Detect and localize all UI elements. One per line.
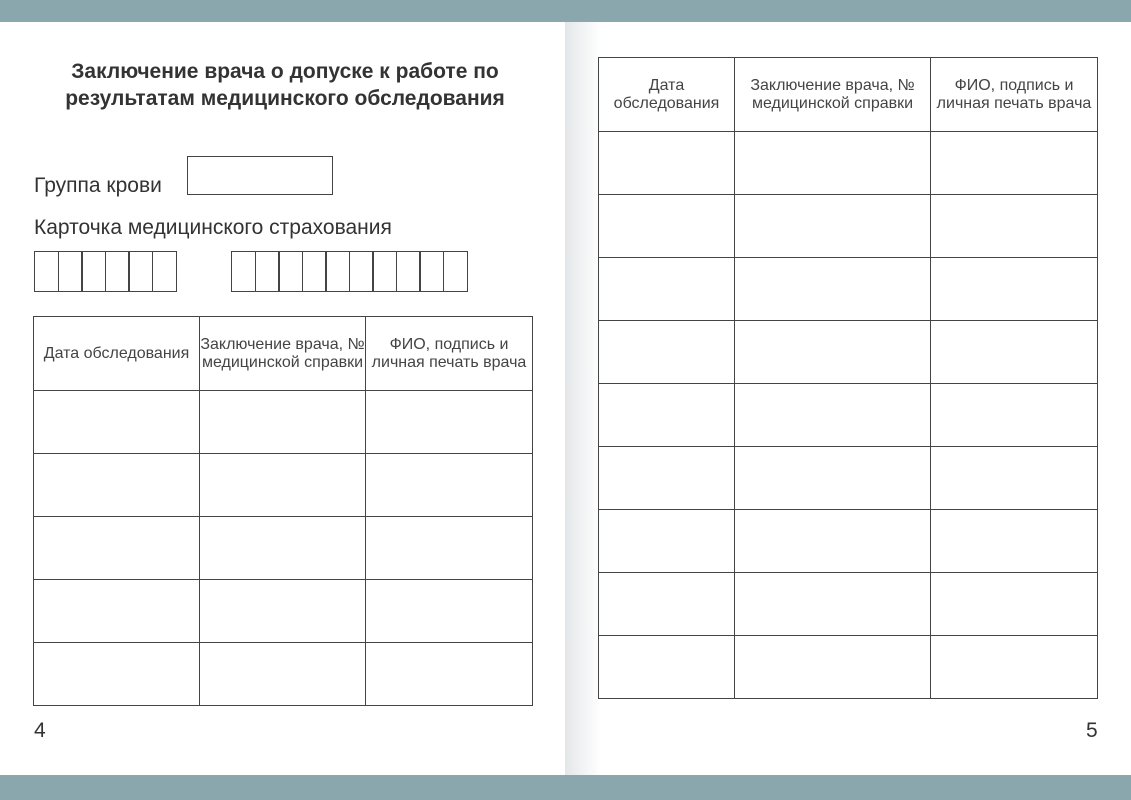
header-conclusion: Заключение врача, № медицинской справки: [200, 317, 366, 391]
header-doctor-signature: ФИО, подпись и личная печать врача: [931, 58, 1098, 132]
table-cell[interactable]: [599, 321, 735, 384]
table-cell[interactable]: [735, 447, 931, 510]
table-cell[interactable]: [931, 636, 1098, 699]
table-cell[interactable]: [735, 195, 931, 258]
table-cell[interactable]: [735, 510, 931, 573]
table-header-row: [34, 317, 533, 391]
table-cell[interactable]: [931, 132, 1098, 195]
table-cell[interactable]: [34, 454, 200, 517]
insurance-digit-cell[interactable]: [105, 251, 130, 292]
table-cell[interactable]: [931, 258, 1098, 321]
insurance-digit-cell[interactable]: [58, 251, 83, 292]
table-cell[interactable]: [735, 636, 931, 699]
table-header-row: [599, 58, 1098, 132]
table-cell[interactable]: [599, 132, 735, 195]
insurance-digit-cell[interactable]: [255, 251, 280, 292]
blood-group-field[interactable]: [187, 156, 333, 195]
insurance-digit-cell[interactable]: [231, 251, 256, 292]
insurance-digit-cell[interactable]: [34, 251, 59, 292]
page-title: Заключение врача о допуске к работе по результатам медицинского обследования: [65, 60, 505, 110]
table-row: [599, 384, 1098, 447]
table-cell[interactable]: [599, 195, 735, 258]
table-cell[interactable]: [931, 573, 1098, 636]
table-cell[interactable]: [200, 391, 366, 454]
insurance-digit-cell[interactable]: [278, 251, 303, 292]
page-gutter: [565, 22, 601, 775]
table-row: [34, 517, 533, 580]
exam-table-right: [598, 57, 1098, 699]
table-cell[interactable]: [200, 580, 366, 643]
table-cell[interactable]: [931, 321, 1098, 384]
right-page: [565, 22, 1131, 775]
table-row: [599, 321, 1098, 384]
table-row: [34, 643, 533, 706]
table-row: [599, 132, 1098, 195]
insurance-digit-cell[interactable]: [419, 251, 444, 292]
table-cell[interactable]: [599, 447, 735, 510]
table-cell[interactable]: [931, 447, 1098, 510]
table-row: [599, 636, 1098, 699]
table-cell[interactable]: [366, 580, 533, 643]
insurance-cells-group-2: [231, 251, 468, 292]
insurance-digit-cell[interactable]: [81, 251, 106, 292]
table-row: [599, 195, 1098, 258]
table-cell[interactable]: [366, 391, 533, 454]
table-row: [599, 447, 1098, 510]
header-date: Дата обследования: [599, 58, 735, 132]
table-cell[interactable]: [200, 454, 366, 517]
header-date: Дата обследования: [34, 317, 200, 391]
insurance-digit-cell[interactable]: [372, 251, 397, 292]
exam-table-left: [33, 316, 533, 706]
table-row: [34, 391, 533, 454]
insurance-digit-cell[interactable]: [152, 251, 177, 292]
table-cell[interactable]: [34, 391, 200, 454]
table-cell[interactable]: [599, 510, 735, 573]
table-row: [34, 454, 533, 517]
header-conclusion: Заключение врача, № медицинской справки: [735, 58, 931, 132]
table-cell[interactable]: [931, 384, 1098, 447]
table-cell[interactable]: [599, 573, 735, 636]
table-cell[interactable]: [735, 132, 931, 195]
table-cell[interactable]: [599, 258, 735, 321]
insurance-digit-cell[interactable]: [349, 251, 374, 292]
insurance-digit-cell[interactable]: [302, 251, 327, 292]
page-number-left: 4: [34, 719, 46, 742]
table-row: [599, 573, 1098, 636]
table-cell[interactable]: [366, 517, 533, 580]
table-cell[interactable]: [366, 454, 533, 517]
page-number-right: 5: [1086, 719, 1098, 742]
table-row: [599, 510, 1098, 573]
insurance-card-label: Карточка медицинского страхования: [34, 216, 392, 239]
table-cell[interactable]: [931, 510, 1098, 573]
insurance-digit-cell[interactable]: [128, 251, 153, 292]
table-cell[interactable]: [735, 321, 931, 384]
table-row: [34, 580, 533, 643]
insurance-digit-cell[interactable]: [325, 251, 350, 292]
table-cell[interactable]: [735, 258, 931, 321]
table-cell[interactable]: [200, 517, 366, 580]
table-cell[interactable]: [34, 517, 200, 580]
table-cell[interactable]: [34, 643, 200, 706]
table-cell[interactable]: [366, 643, 533, 706]
table-cell[interactable]: [34, 580, 200, 643]
table-cell[interactable]: [200, 643, 366, 706]
table-cell[interactable]: [599, 384, 735, 447]
table-cell[interactable]: [599, 636, 735, 699]
blood-group-label: Группа крови: [34, 174, 162, 197]
insurance-digit-cell[interactable]: [396, 251, 421, 292]
insurance-digit-cell[interactable]: [443, 251, 468, 292]
left-page: [0, 22, 565, 775]
table-cell[interactable]: [735, 384, 931, 447]
table-cell[interactable]: [931, 195, 1098, 258]
table-cell[interactable]: [735, 573, 931, 636]
insurance-cells-group-1: [34, 251, 177, 292]
header-doctor-signature: ФИО, подпись и личная печать врача: [366, 317, 533, 391]
table-row: [599, 258, 1098, 321]
